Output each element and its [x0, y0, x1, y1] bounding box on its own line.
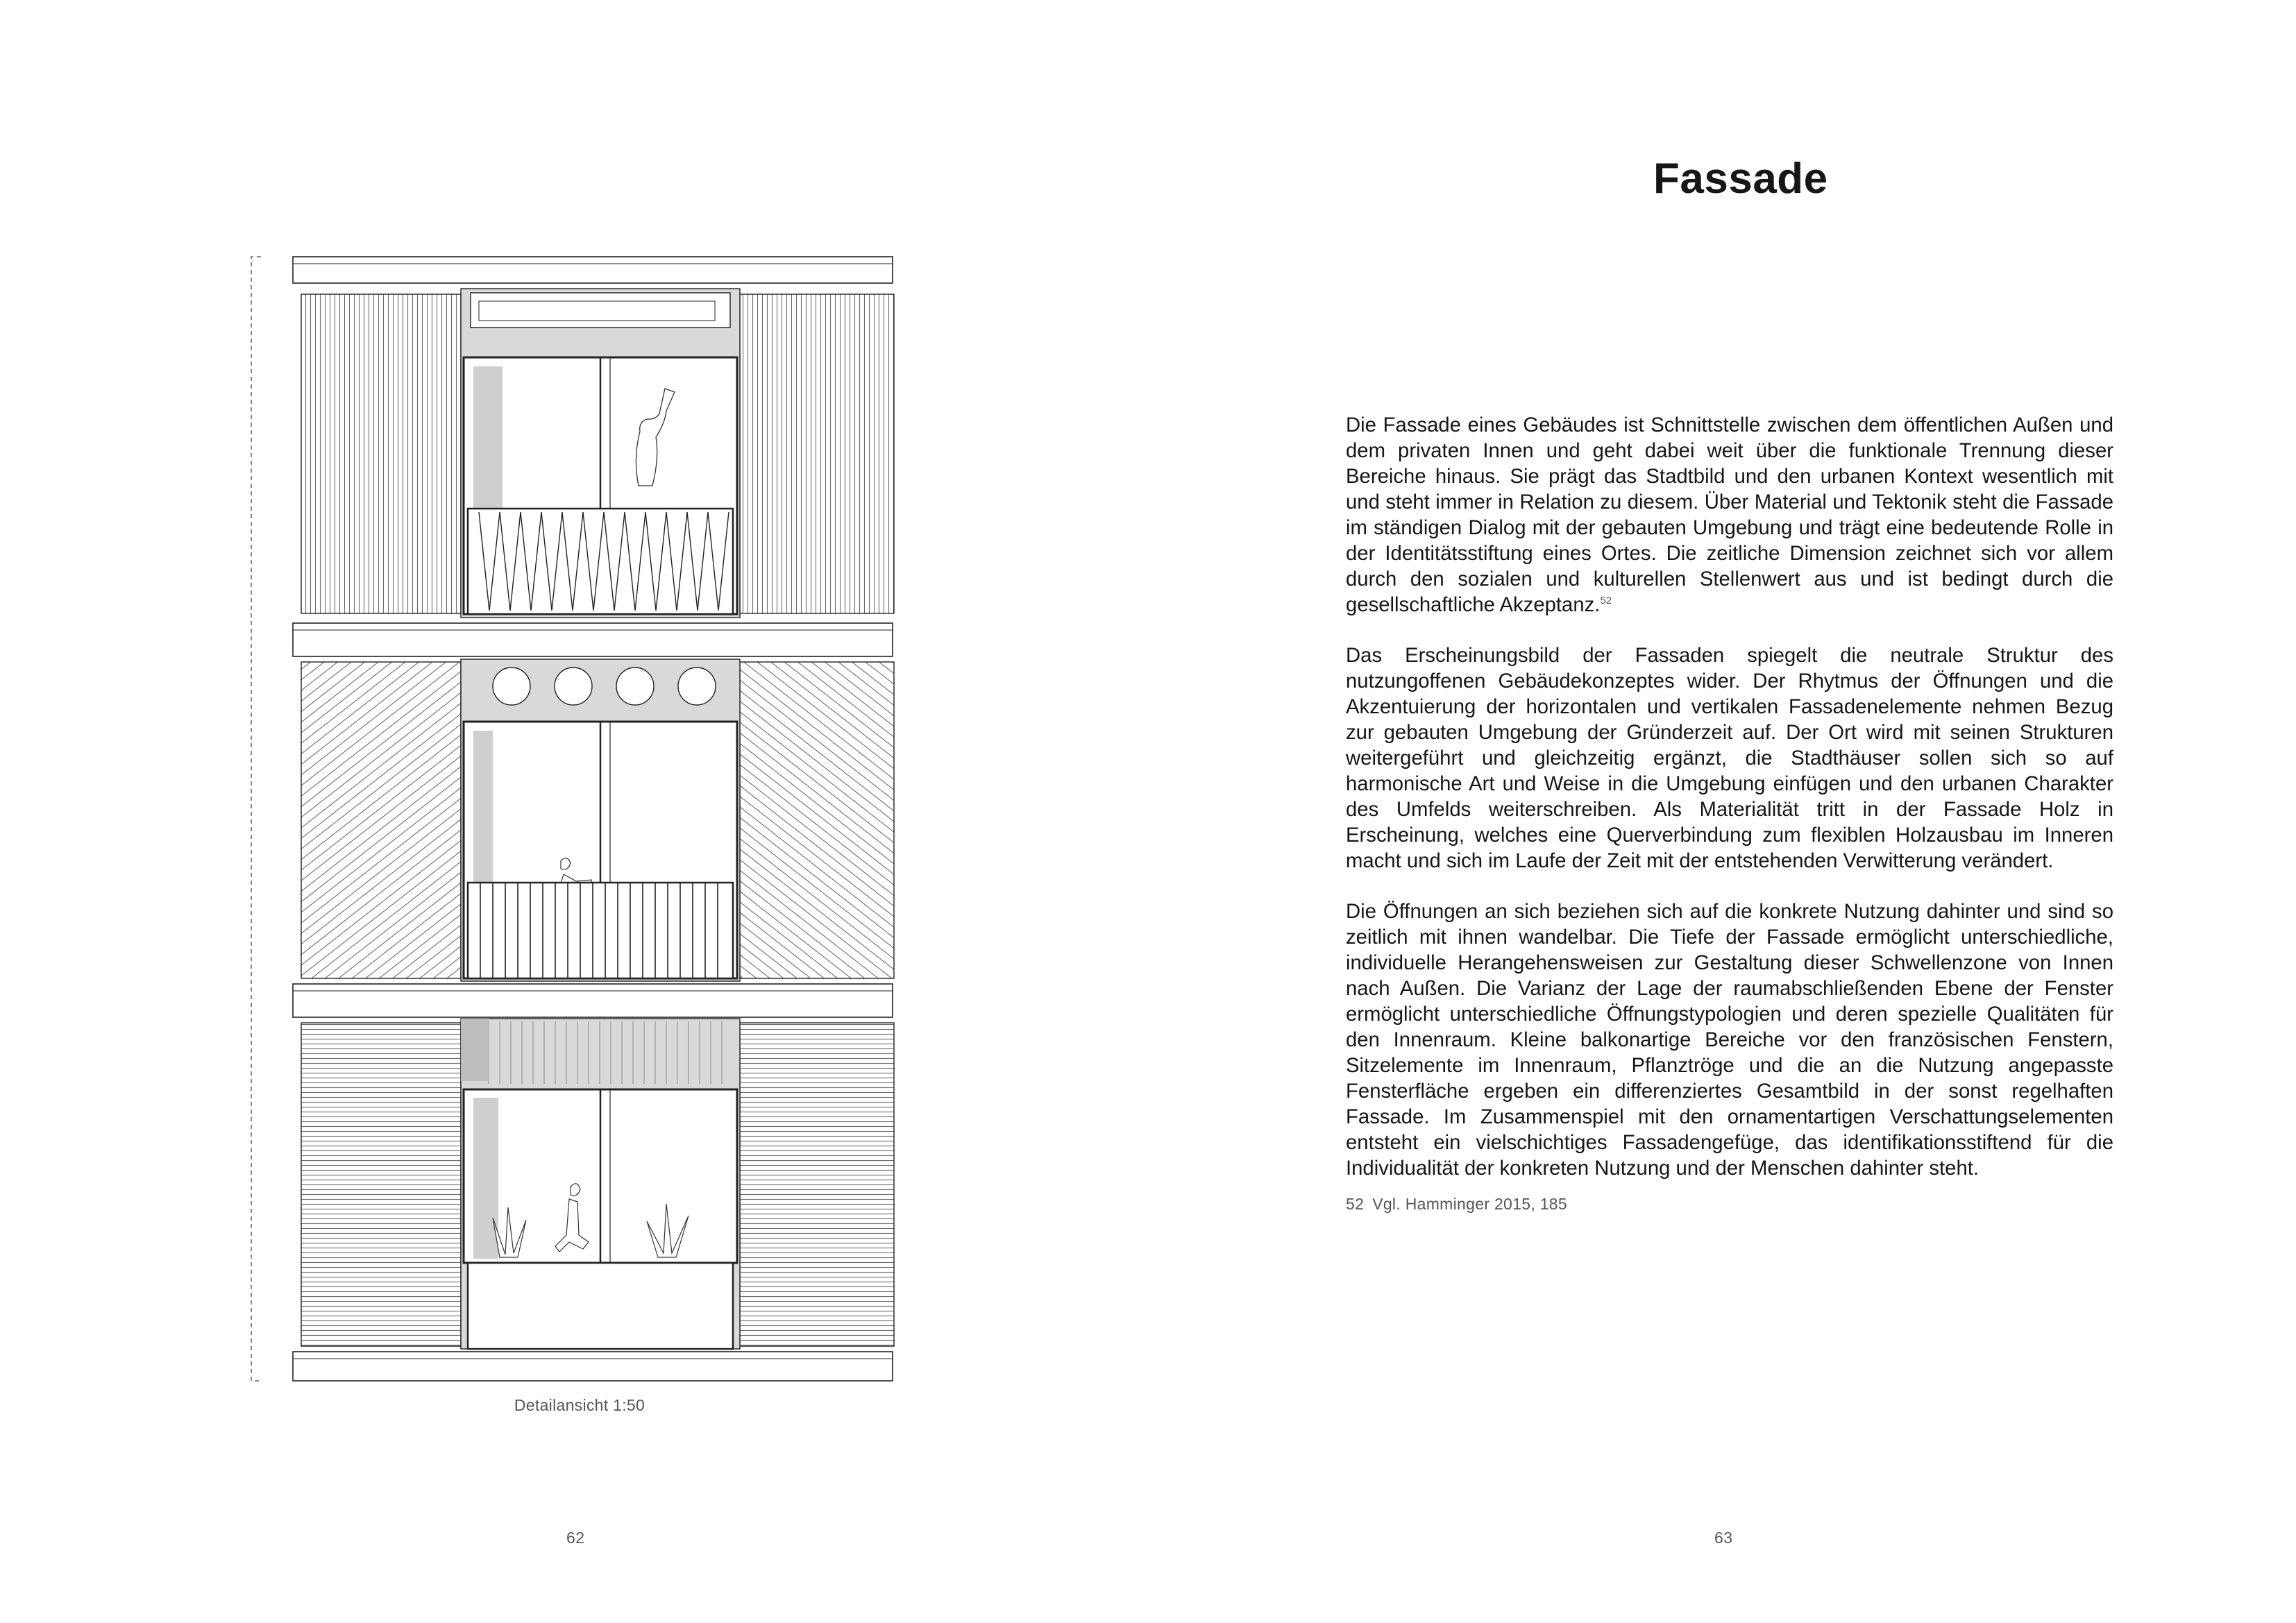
section-title: Fassade — [1653, 155, 1828, 203]
page-number-right: 63 — [1714, 1529, 1733, 1547]
floor-3 — [301, 1019, 894, 1349]
facade-elevation-svg — [250, 250, 902, 1388]
page-number-left: 62 — [566, 1529, 585, 1547]
footnote-reference: 52 — [1600, 595, 1612, 607]
facade-elevation-drawing — [250, 250, 902, 1388]
paragraph-2: Das Erscheinungsbild der Fassaden spiegelt die neutrale Struktur des nutzungoffenen Gebäudekonzeptes wider. Der Rhytmus der Öffnungen und die Akzentuierung der horizontalen und vertikalen Fassadenelemente nehmen Bezug zur gebauten Umgebung der Gründerzeit auf. Der Ort wird mit seinen Strukturen weitergeführt und gleichzeitig ergänzt, die Stadthäuser sollen sich so auf harmonische Art und Weise in die Umgebung einfügen und den urbanen Charakter des Umfelds weiterschreiben. Als Materialität tritt in der Fassade Holz in Erscheinung, welches eine Querverbindung zum flexiblen Holzausbau im Inneren macht und sich im Laufe der Zeit mit der entstehenden Verwitterung verändert. — [1346, 644, 2113, 872]
footnote-text: Vgl. Hamminger 2015, 185 — [1372, 1195, 1567, 1213]
footnote-number: 52 — [1346, 1195, 1365, 1213]
paragraph-1 — [1346, 412, 2113, 618]
floor-1 — [301, 289, 894, 618]
paragraph-1-text: Die Fassade eines Gebäudes ist Schnittstelle zwischen dem öffentlichen Außen und dem privaten Innen und geht dabei weit über die funktionale Trennung dieser Bereiche hinaus. Sie prägt das Stadtbild und den urbanen Kontext wesentlich mit und steht immer in Relation zu diesem. Über Material und Tektonik steht die Fassade im ständigen Dialog mit der gebauten Umgebung und trägt eine bedeutende Rolle in der Identitätsstiftung eines Ortes. Die zeitliche Dimension zeichnet sich vor allem durch den sozialen und kulturellen Stellenwert aus und ist bedingt durch die gesellschaftliche Akzeptanz. — [1346, 414, 2113, 616]
footnote — [1346, 1195, 1567, 1214]
dashed-outline — [251, 257, 261, 1381]
paragraph-3: Die Öffnungen an sich beziehen sich auf die konkrete Nutzung dahinter und sind so zeitlich mit ihnen wandelbar. Die Tiefe der Fassade ermöglicht unterschiedliche, individuelle Herangehensweisen zur Gestaltung dieser Schwellenzone von Innen nach Außen. Die Varianz der Lage der raumabschließenden Ebene der Fenster ermöglicht unterschiedliche Öffnungstypologien und deren spezielle Qualitäten für den Innenraum. Kleine balkonartige Bereiche vor den französischen Fenstern, Sitzelemente im Innenraum, Pflanztröge und die an die Nutzung angepasste Fensterfläche ergeben ein differenziertes Gesamtbild in der sonst regelhaften Fassade. Im Zusammenspiel mit den ornamentartigen Verschattungselementen entsteht ein vielschichtiges Fassadengefüge, das identifikationsstiftend für die Individualität der konkreten Nutzung und der Menschen dahinter steht. — [1346, 900, 2113, 1180]
body-text — [1346, 412, 2113, 1206]
right-page — [1148, 0, 2296, 1623]
floor-2 — [301, 659, 894, 981]
figure-caption: Detailansicht 1:50 — [514, 1396, 645, 1414]
